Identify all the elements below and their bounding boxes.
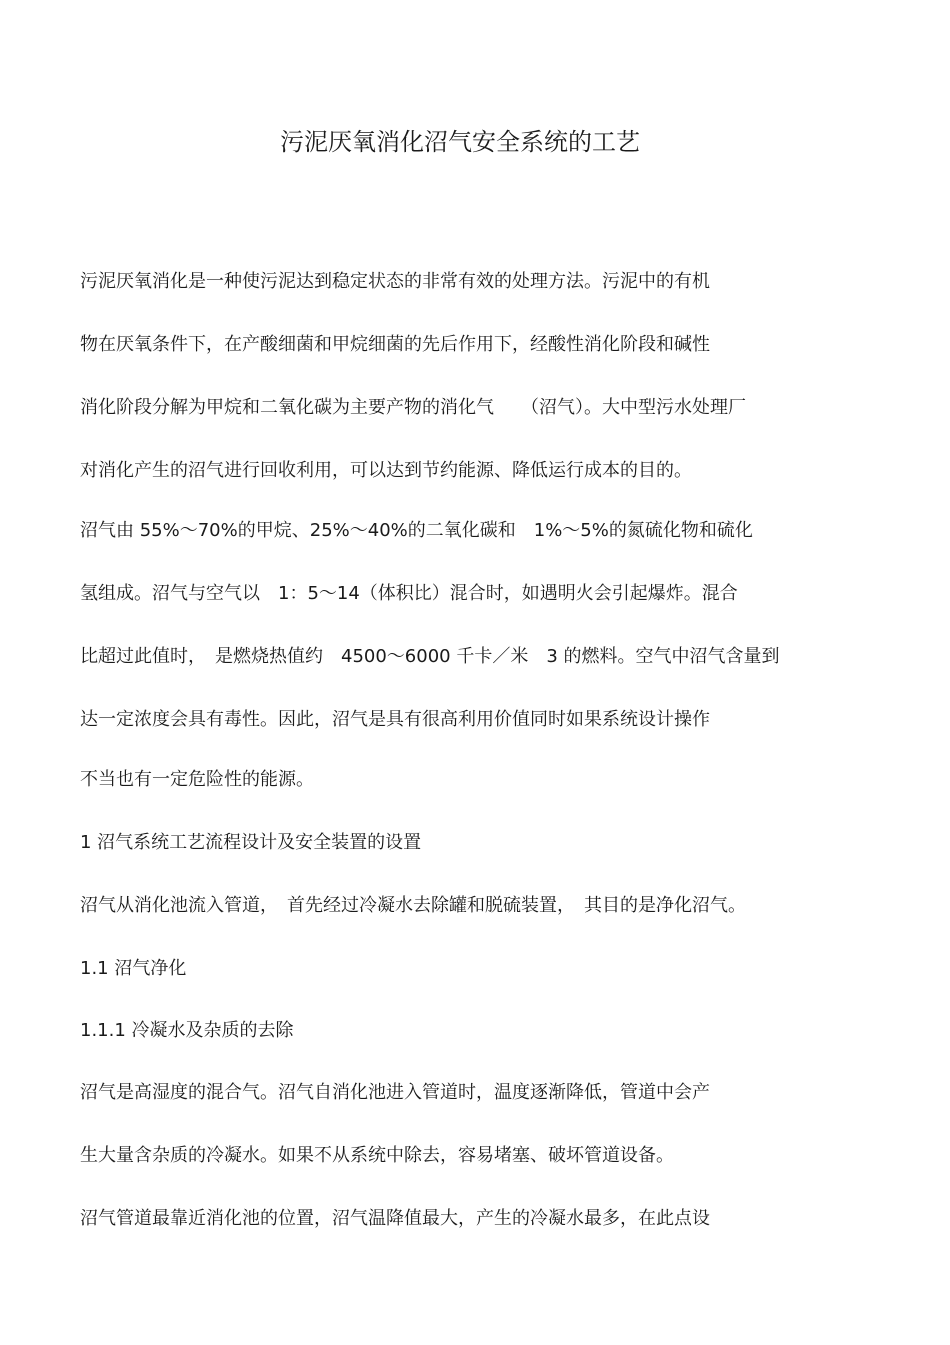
paragraph-line: 生大量含杂质的冷凝水。如果不从系统中除去，容易堵塞、破坏管道设备。: [80, 1145, 674, 1166]
section-heading: 1 沼气系统工艺流程设计及安全装置的设置: [80, 832, 422, 853]
paragraph-line: 对消化产生的沼气进行回收利用，可以达到节约能源、降低运行成本的目的。: [80, 460, 692, 481]
paragraph-line: 物在厌氧条件下，在产酸细菌和甲烷细菌的先后作用下，经酸性消化阶段和碱性: [80, 334, 710, 355]
subsubsection-heading: 1.1.1 冷凝水及杂质的去除: [80, 1020, 294, 1041]
paragraph-line: 沼气是高湿度的混合气。沼气自消化池进入管道时，温度逐渐降低，管道中会产: [80, 1082, 710, 1103]
document-title: 污泥厌氧消化沼气安全系统的工艺: [280, 128, 640, 156]
paragraph-line: 沼气从消化池流入管道， 首先经过冷凝水去除罐和脱硫装置， 其目的是净化沼气。: [80, 895, 746, 916]
paragraph-line: 沼气由 55%～70%的甲烷、25%～40%的二氧化碳和 1%～5%的氮硫化物和硫化: [80, 520, 753, 541]
paragraph-line: 氢组成。沼气与空气以 1：5～14（体积比）混合时，如遇明火会引起爆炸。混合: [80, 583, 738, 604]
paragraph-line: 污泥厌氧消化是一种使污泥达到稳定状态的非常有效的处理方法。污泥中的有机: [80, 271, 710, 292]
subsection-heading: 1.1 沼气净化: [80, 958, 187, 979]
paragraph-line: 达一定浓度会具有毒性。因此，沼气是具有很高利用价值同时如果系统设计操作: [80, 709, 710, 730]
paragraph-line: 沼气管道最靠近消化池的位置，沼气温降值最大，产生的冷凝水最多，在此点设: [80, 1208, 710, 1229]
paragraph-line: 消化阶段分解为甲烷和二氧化碳为主要产物的消化气 （沼气）。大中型污水处理厂: [80, 397, 746, 418]
paragraph-line: 不当也有一定危险性的能源。: [80, 769, 314, 790]
paragraph-line: 比超过此值时， 是燃烧热值约 4500～6000 千卡／米 3 的燃料。空气中沼气含量到: [80, 646, 780, 667]
